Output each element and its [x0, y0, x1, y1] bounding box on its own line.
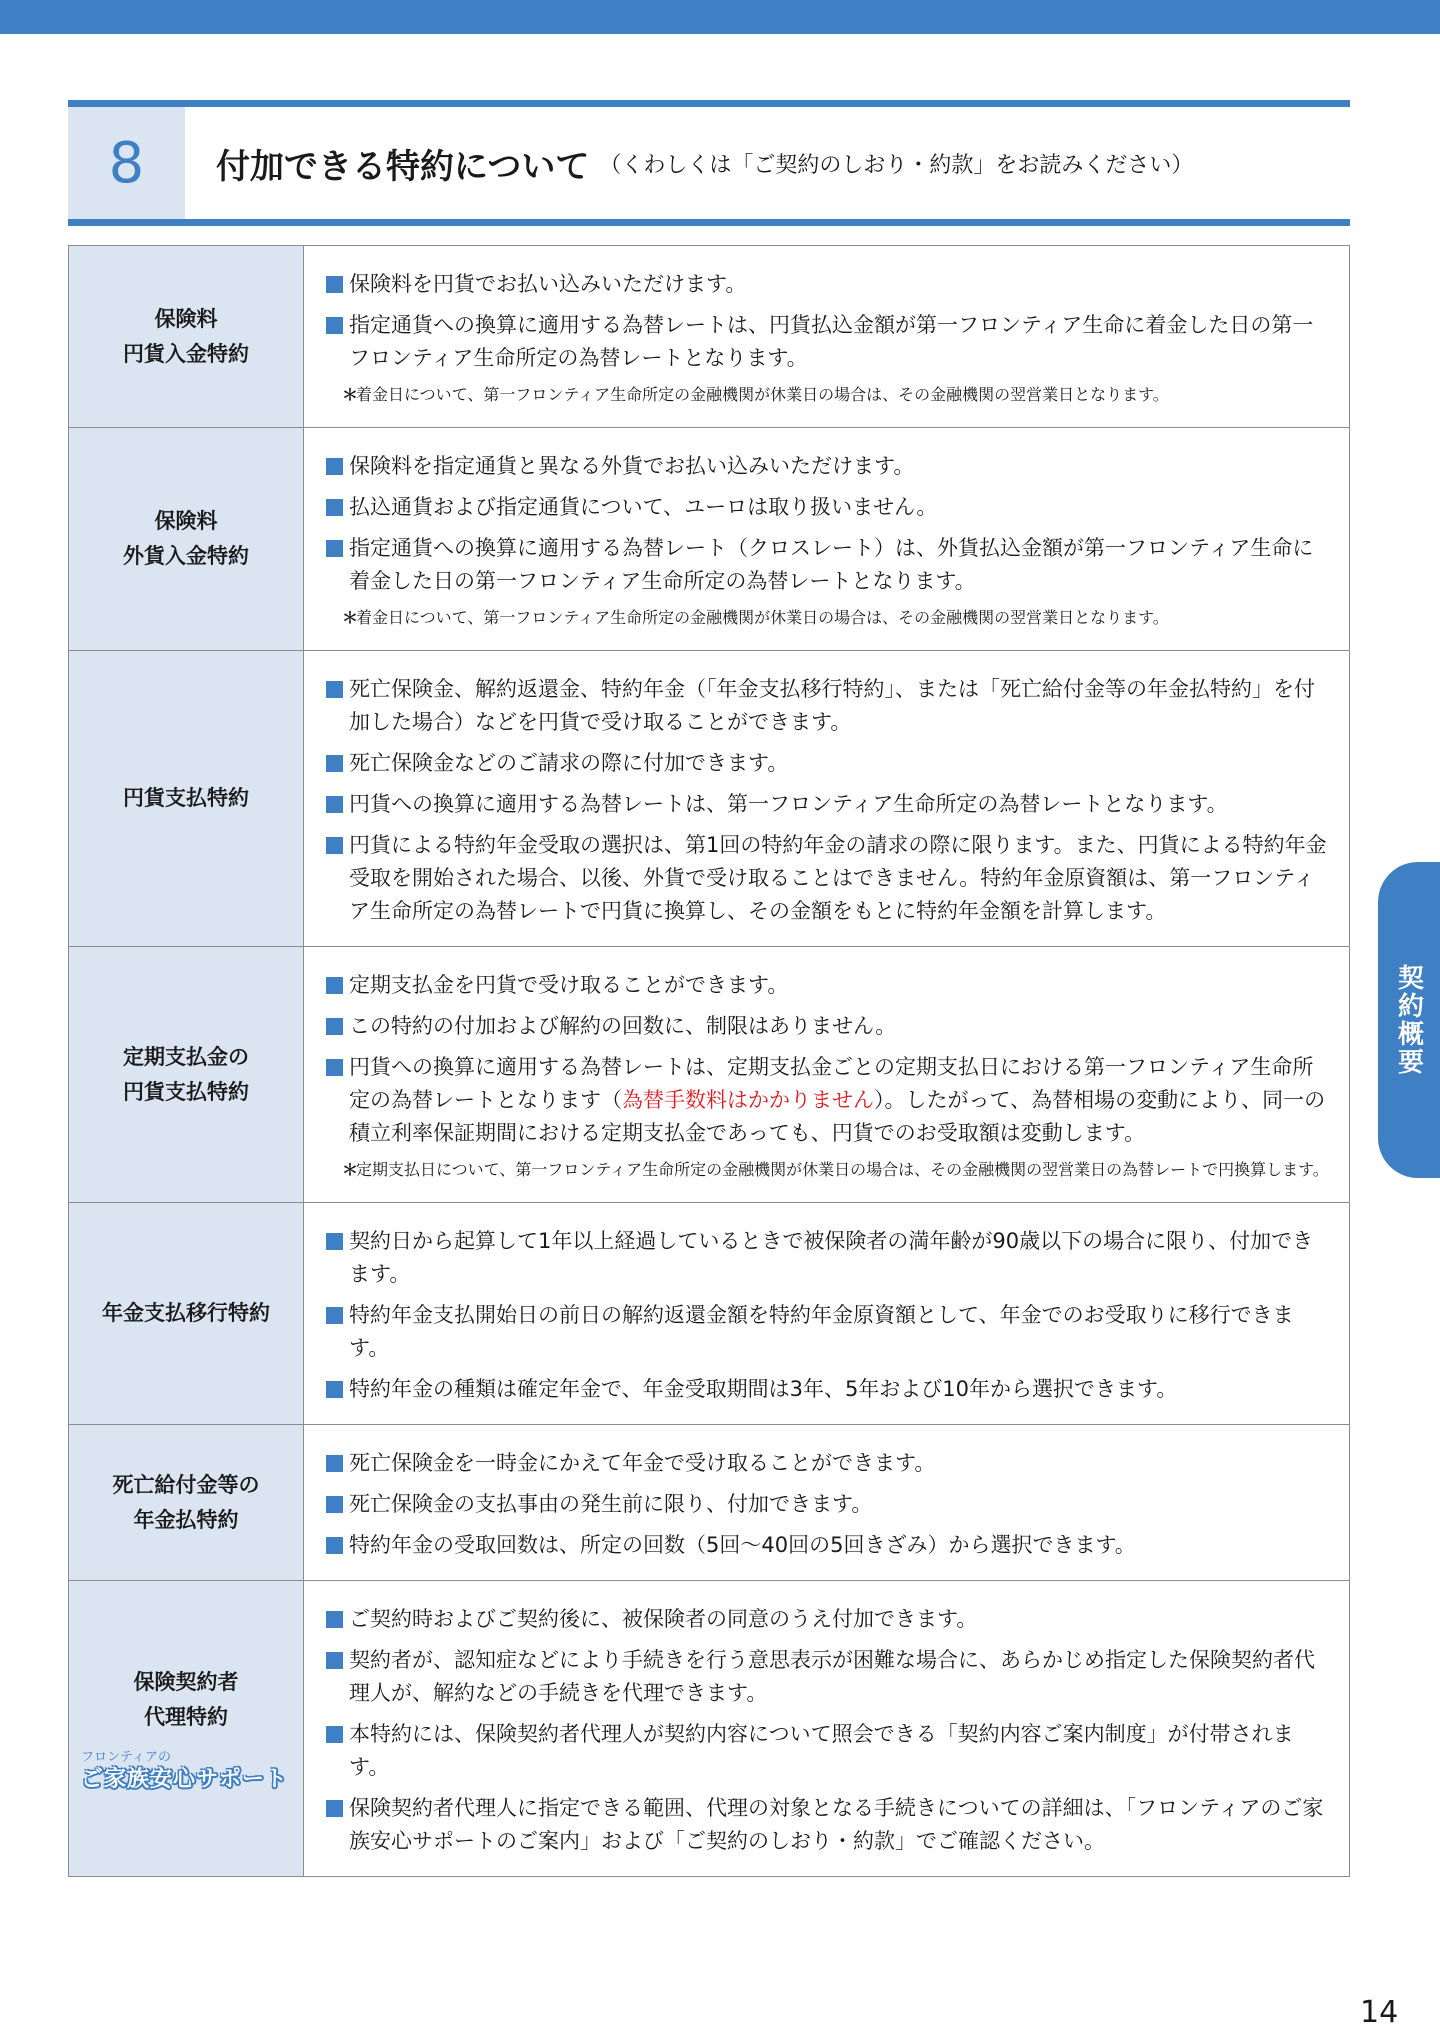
rider-table	[68, 245, 1350, 1877]
bullet-item: 保険契約者代理人に指定できる範囲、代理の対象となる手続きについての詳細は、「フロンティアのご家族安心サポートのご案内」および「ご契約のしおり・約款」でご確認ください。	[326, 1792, 1331, 1858]
top-accent-bar	[0, 0, 1440, 34]
row-label	[69, 1203, 304, 1425]
table-row	[69, 947, 1350, 1203]
table-row	[69, 246, 1350, 428]
bullet-item: 特約年金支払開始日の前日の解約返還金額を特約年金原資額として、年金でのお受取りに移行できます。	[326, 1299, 1331, 1365]
row-label-line: 定期支払金の	[123, 1044, 249, 1069]
bullet-square-icon	[326, 276, 343, 293]
bullet-square-icon	[326, 837, 343, 854]
row-label	[69, 428, 304, 651]
bullet-square-icon	[326, 540, 343, 557]
row-content	[304, 428, 1350, 651]
side-tab-label: 契約概要	[1393, 964, 1424, 1076]
bullet-item: 死亡保険金などのご請求の際に付加できます。	[326, 747, 1331, 780]
bullet-item: 死亡保険金を一時金にかえて年金で受け取ることができます。	[326, 1447, 1331, 1480]
bullet-item: 指定通貨への換算に適用する為替レートは、円貨払込金額が第一フロンティア生命に着金した日の第一フロンティア生命所定の為替レートとなります。	[326, 309, 1331, 375]
bullet-item: 指定通貨への換算に適用する為替レート（クロスレート）は、外貨払込金額が第一フロンティア生命に着金した日の第一フロンティア生命所定の為替レートとなります。	[326, 532, 1331, 598]
footnote: ＊ 定期支払日について、第一フロンティア生命所定の金融機関が休業日の場合は、その金融機関の翌営業日の為替レートで円換算します。	[326, 1156, 1331, 1184]
row-label-line: 年金支払移行特約	[102, 1301, 270, 1325]
bullet-square-icon	[326, 977, 343, 994]
bullet-square-icon	[326, 1381, 343, 1398]
table-row	[69, 428, 1350, 651]
row-label-line: 年金払特約	[133, 1507, 239, 1532]
bullet-item: 特約年金の種類は確定年金で、年金受取期間は3年、5年および10年から選択できます。	[326, 1373, 1331, 1406]
bullet-item: 払込通貨および指定通貨について、ユーロは取り扱いません。	[326, 491, 1331, 524]
bullet-square-icon	[326, 1059, 343, 1076]
section-number: 8	[68, 107, 185, 219]
bullet-item: ご契約時およびご契約後に、被保険者の同意のうえ付加できます。	[326, 1603, 1331, 1636]
row-label-line: 円貨支払特約	[123, 786, 249, 810]
row-label-line: 保険料	[154, 306, 218, 331]
bullet-square-icon	[326, 1307, 343, 1324]
section-subtitle: （くわしくは「ご契約のしおり・約款」をお読みください）	[599, 152, 1194, 178]
row-label-line: 円貨支払特約	[123, 1079, 249, 1104]
bullet-square-icon	[326, 499, 343, 516]
bullet-item: この特約の付加および解約の回数に、制限はありません。	[326, 1010, 1331, 1043]
section-header	[68, 100, 1350, 226]
bullet-item: 死亡保険金の支払事由の発生前に限り、付加できます。	[326, 1488, 1331, 1521]
row-content	[304, 1203, 1350, 1425]
bullet-square-icon	[326, 1233, 343, 1250]
row-label	[69, 651, 304, 947]
bullet-item: 保険料を円貨でお払い込みいただけます。	[326, 268, 1331, 301]
bullet-square-icon	[326, 1611, 343, 1628]
bullet-item: 特約年金の受取回数は、所定の回数（5回～40回の5回きざみ）から選択できます。	[326, 1529, 1331, 1562]
bullet-item	[326, 1051, 1331, 1150]
support-logo: ご家族安心サポート	[81, 1766, 289, 1792]
bullet-square-icon	[326, 458, 343, 475]
side-tab-contract-overview	[1378, 862, 1440, 1178]
bullet-item: 本特約には、保険契約者代理人が契約内容について照会できる「契約内容ご案内制度」が付帯されます。	[326, 1718, 1331, 1784]
bullet-item: 円貨による特約年金受取の選択は、第1回の特約年金の請求の際に限ります。また、円貨による特約年金受取を開始された場合、以後、外貨で受け取ることはできません。特約年金原資額は、第一フロンティア生命所定の為替レートで円貨に換算し、その金額をもとに特約年金額を計算します。	[326, 829, 1331, 928]
bullet-square-icon	[326, 681, 343, 698]
row-label	[69, 246, 304, 428]
table-row	[69, 1581, 1350, 1877]
bullet-item: 契約者が、認知症などにより手続きを行う意思表示が困難な場合に、あらかじめ指定した保険契約者代理人が、解約などの手続きを代理できます。	[326, 1644, 1331, 1710]
page-number: 14	[1360, 1995, 1399, 2030]
row-label-line: 代理特約	[144, 1704, 228, 1729]
table-row	[69, 1425, 1350, 1581]
bullet-square-icon	[326, 796, 343, 813]
bullet-square-icon	[326, 1018, 343, 1035]
bullet-text: ）。したがって、為替相場の変動により、同一の積立利率保証期間における定期支払金であっても、円貨でのお受取額は変動します。	[349, 1088, 1326, 1145]
bullet-item: 円貨への換算に適用する為替レートは、第一フロンティア生命所定の為替レートとなります。	[326, 788, 1331, 821]
row-label-line: 外貨入金特約	[123, 544, 249, 568]
asterisk-icon: ＊	[342, 608, 359, 627]
section-title-wrap	[216, 107, 1193, 219]
row-label	[69, 1425, 304, 1581]
bullet-square-icon	[326, 1800, 343, 1817]
row-label-line: 保険料	[154, 509, 218, 533]
bullet-item: 死亡保険金、解約返還金、特約年金（「年金支払移行特約」、または「死亡給付金等の年金払特約」を付加した場合）などを円貨で受け取ることができます。	[326, 673, 1331, 739]
header-rule-bottom	[68, 219, 1350, 226]
row-label	[69, 947, 304, 1203]
bullet-item: 保険料を指定通貨と異なる外貨でお払い込みいただけます。	[326, 450, 1331, 483]
asterisk-icon: ＊	[342, 385, 359, 404]
bullet-item: 定期支払金を円貨で受け取ることができます。	[326, 969, 1331, 1002]
row-content	[304, 651, 1350, 947]
footnote: ＊ 着金日について、第一フロンティア生命所定の金融機関が休業日の場合は、その金融機関の翌営業日となります。	[326, 604, 1331, 632]
row-label-line: 死亡給付金等の	[112, 1472, 260, 1497]
bullet-square-icon	[326, 1726, 343, 1743]
header-rule-top	[68, 100, 1350, 107]
row-content	[304, 1425, 1350, 1581]
table-row	[69, 651, 1350, 947]
bullet-square-icon	[326, 317, 343, 334]
table-row	[69, 1203, 1350, 1425]
support-logo-caption: フロンティアの	[81, 1749, 171, 1765]
bullet-square-icon	[326, 1455, 343, 1472]
bullet-item: 契約日から起算して1年以上経過しているときで被保険者の満年齢が90歳以下の場合に限り、付加できます。	[326, 1225, 1331, 1291]
bullet-text: 円貨への換算に適用する為替レートは、定期支払金ごとの定期支払日における第一フロンティア生命所定の為替レートとなります（	[349, 1055, 1314, 1112]
row-label	[69, 1581, 304, 1877]
section-title: 付加できる特約について	[216, 146, 590, 187]
fee-highlight: 為替手数料はかかりません	[622, 1088, 874, 1112]
bullet-square-icon	[326, 1496, 343, 1513]
bullet-square-icon	[326, 755, 343, 772]
bullet-square-icon	[326, 1652, 343, 1669]
row-content	[304, 1581, 1350, 1877]
row-content	[304, 947, 1350, 1203]
row-label-line: 円貨入金特約	[123, 341, 249, 366]
footnote: ＊ 着金日について、第一フロンティア生命所定の金融機関が休業日の場合は、その金融機関の翌営業日となります。	[326, 381, 1331, 409]
asterisk-icon: ＊	[342, 1160, 359, 1179]
bullet-square-icon	[326, 1537, 343, 1554]
row-label-line: 保険契約者	[133, 1669, 239, 1694]
row-content	[304, 246, 1350, 428]
